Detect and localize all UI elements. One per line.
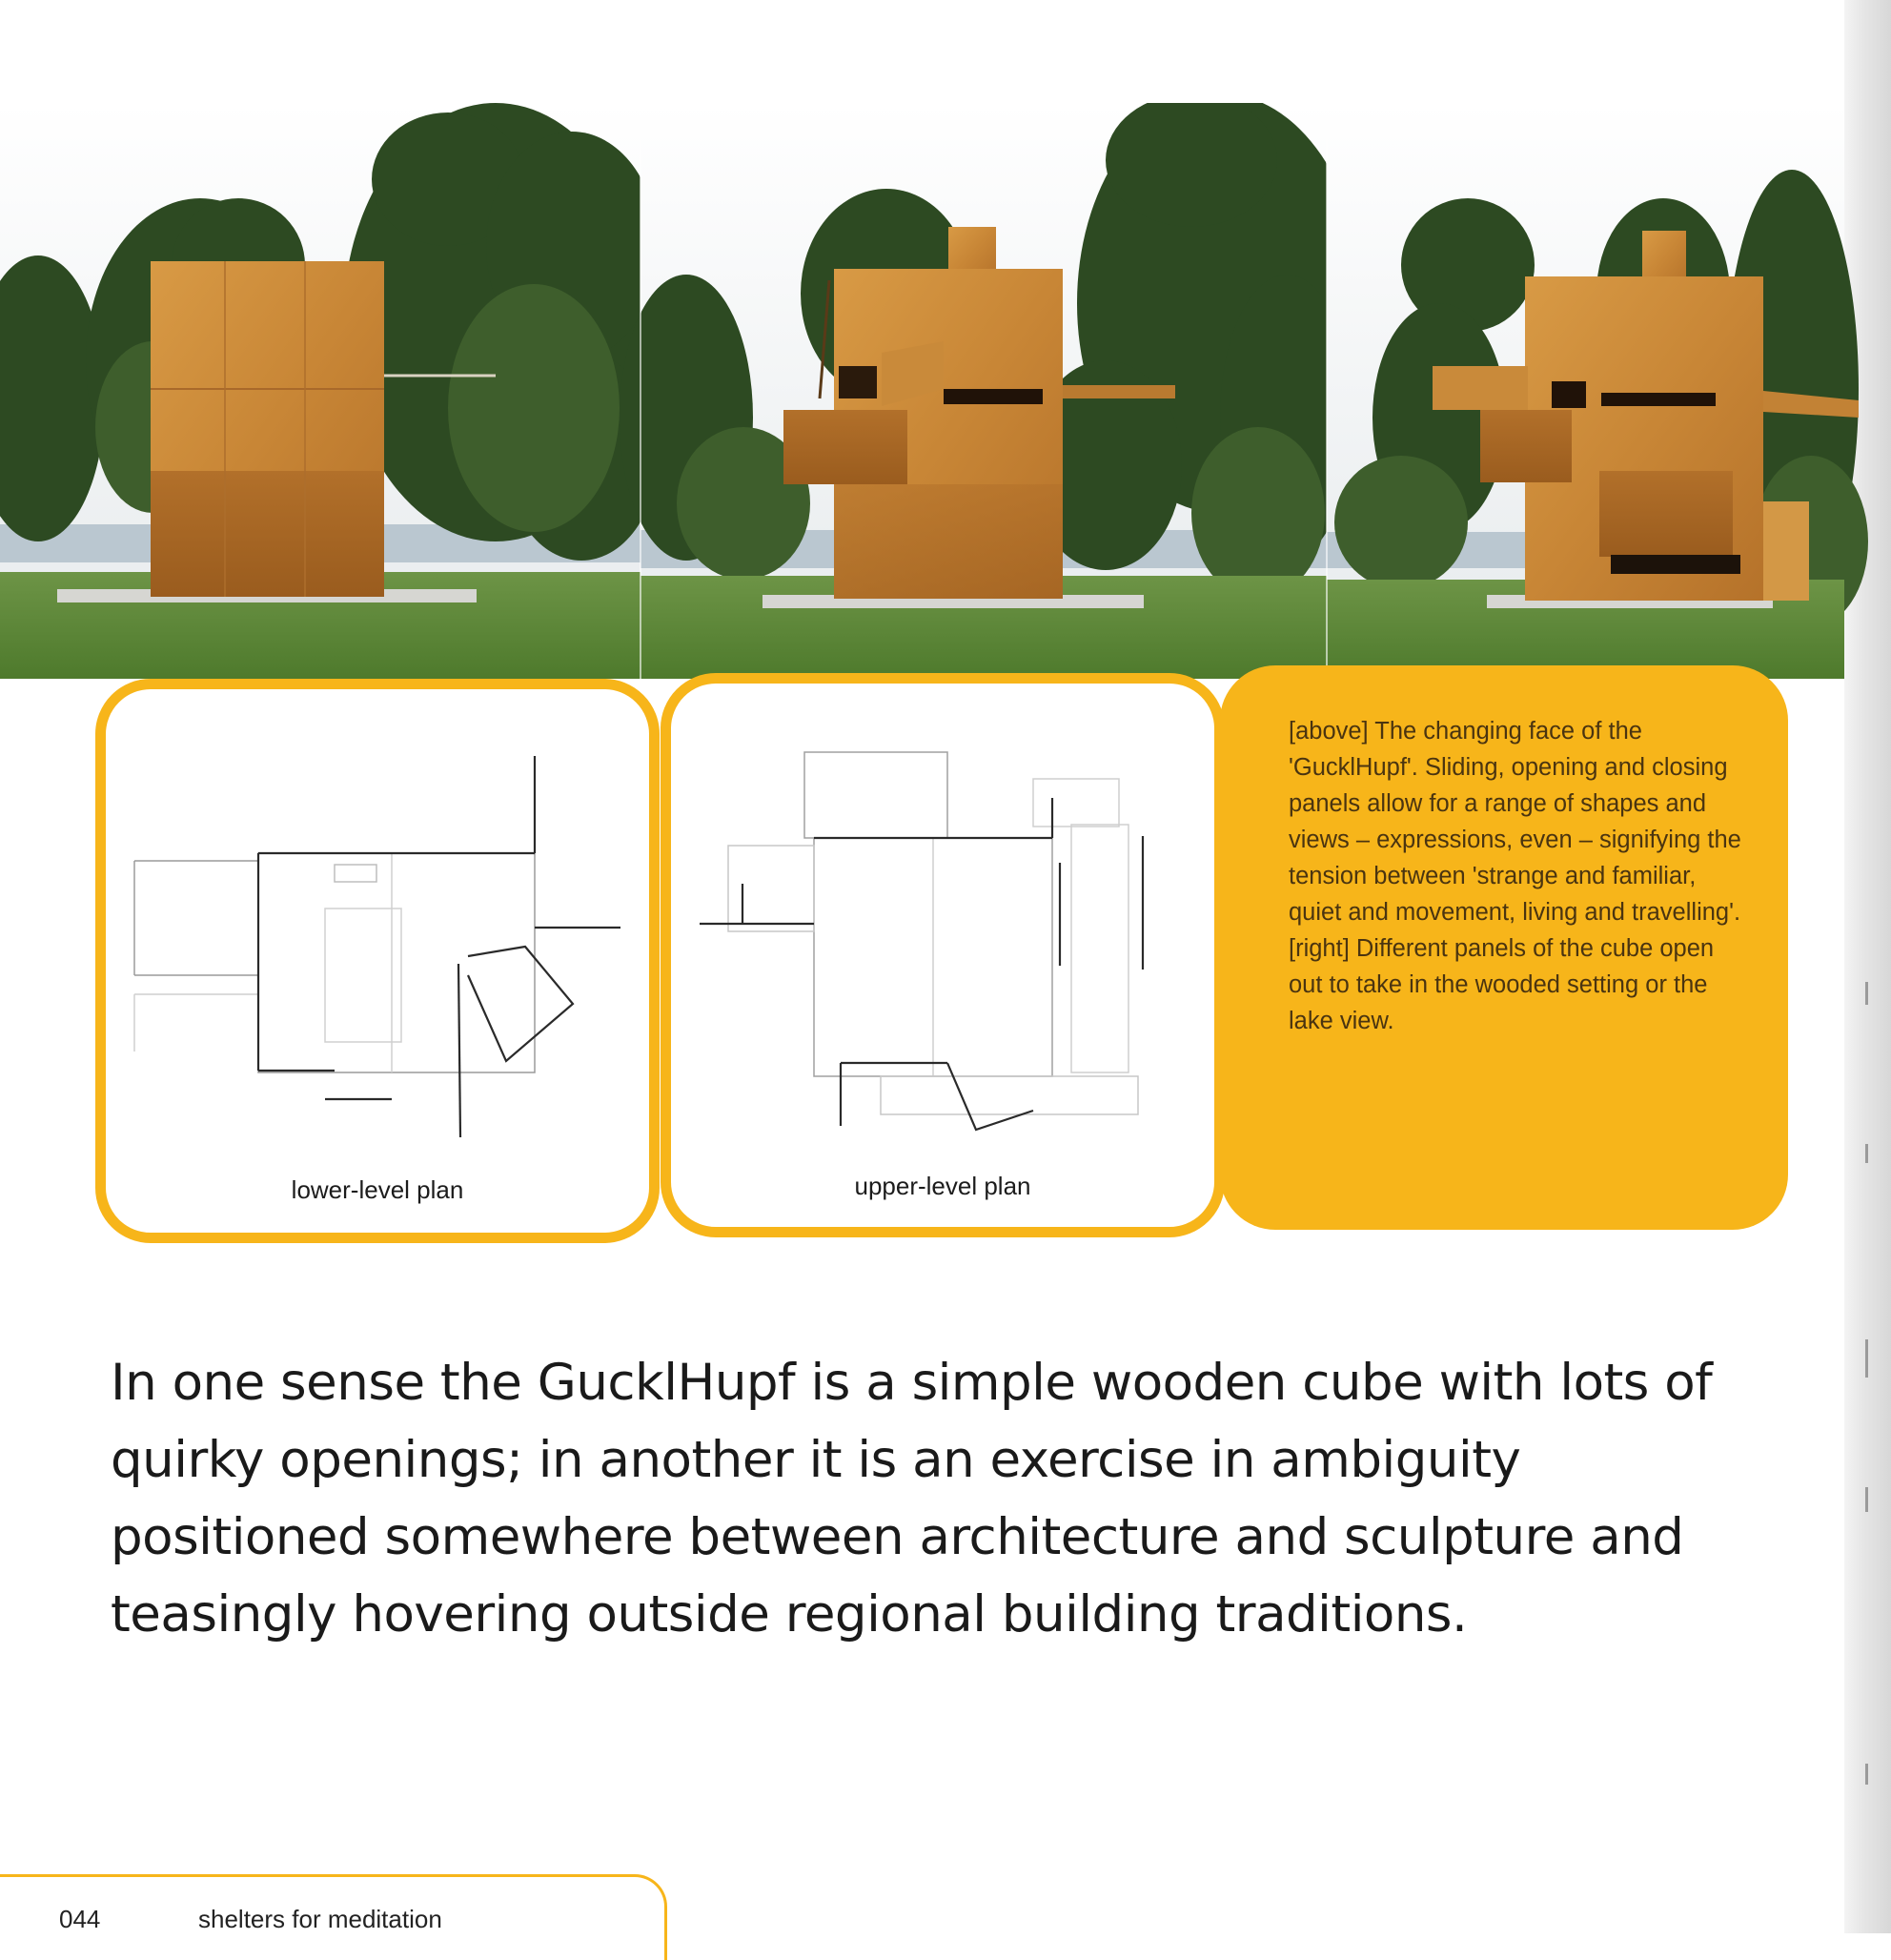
photo-strip-svg xyxy=(0,103,1891,679)
page-number: 044 xyxy=(59,1905,101,1933)
upper-level-plan-drawing xyxy=(671,684,1214,1227)
photo-cube-closed xyxy=(0,103,658,679)
upper-level-plan-label: upper-level plan xyxy=(854,1172,1031,1200)
lower-level-plan-drawing xyxy=(106,689,649,1233)
caption-text: [above] The changing face of the 'GucklHupf'. Sliding, opening and closing panels allow for a range of shapes and views – expressions, even – signifying the tension between 'strange and familiar, quiet and movement, living and travelling'. [right] Different panels of the cube open out to take in the wooded setting or the lake view. xyxy=(1289,718,1741,1034)
running-title: shelters for meditation xyxy=(198,1905,442,1933)
photo-strip xyxy=(0,103,1891,679)
lower-level-plan-panel xyxy=(95,679,660,1243)
caption-box xyxy=(1220,665,1788,1230)
photo-cube-fully-open xyxy=(1327,103,1868,679)
upper-level-plan-panel xyxy=(661,673,1225,1237)
lower-level-plan-label: lower-level plan xyxy=(291,1175,464,1204)
body-pull-quote: In one sense the GucklHupf is a simple wooden cube with lots of quirky openings; in another it is an exercise in ambiguity positioned somewhere between architecture and sculpture and teasingly hovering outside regional building traditions. xyxy=(111,1354,1713,1644)
photo-cube-partly-open xyxy=(620,103,1363,679)
